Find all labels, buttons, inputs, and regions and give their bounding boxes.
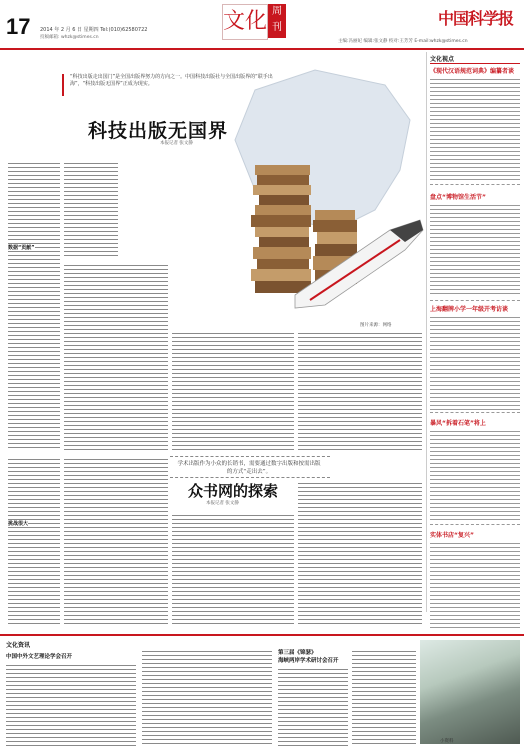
sidebar-text-4 bbox=[430, 428, 520, 520]
sidebar-headline-2[interactable]: 盘点“博物馆生活节” bbox=[430, 194, 486, 201]
bottom-photo-caption: 小资料 bbox=[440, 739, 454, 744]
china-map-train-illustration bbox=[215, 60, 425, 340]
page-number: 17 bbox=[6, 14, 31, 39]
bottom-section-rule bbox=[0, 634, 524, 636]
bottom-column-1 bbox=[6, 662, 136, 746]
bottom-column-4 bbox=[352, 648, 416, 746]
sidebar-divider bbox=[430, 300, 520, 301]
bottom-subheadline-2: 海峡两岸学术研讨会召开 bbox=[278, 658, 339, 664]
subheading-1: 数据“贡献” bbox=[8, 245, 35, 251]
article-column-1 bbox=[8, 160, 60, 450]
subheading-2: 挑战很大 bbox=[8, 521, 29, 527]
header-contact: 投稿邮箱: whzk@stimes.cn bbox=[40, 35, 99, 40]
header-credits: 主编:冯丽妃 编辑:张文静 校对:王芳芳 E-mail:whzk@stimes.cn bbox=[338, 39, 468, 44]
article-column-6 bbox=[172, 512, 294, 626]
photo-caption: 图片来源：网络 bbox=[360, 323, 392, 328]
sidebar-divider bbox=[430, 412, 520, 413]
sidebar-divider bbox=[430, 524, 520, 525]
bottom-column-3 bbox=[278, 666, 348, 746]
article-column-5 bbox=[298, 330, 422, 450]
bottom-headline-1[interactable]: 中国中外文艺理论学会召开 bbox=[6, 654, 73, 660]
newspaper-logo[interactable]: 中国科学报 bbox=[438, 9, 514, 28]
quote-bar bbox=[62, 74, 64, 96]
sidebar-text-3 bbox=[430, 314, 520, 410]
article-column-3 bbox=[64, 456, 168, 626]
sidebar-text-2 bbox=[430, 202, 520, 294]
byline: 本报记者 张文静 bbox=[160, 141, 193, 146]
section-subtitle: 周刊 bbox=[268, 4, 286, 38]
article-column-7 bbox=[298, 480, 422, 626]
lead-quote: “科技出版走出国门”是全国出版界努力的方向之一。中国科技出版社与全国出版界的“联手出海”，“科技出版无国界”正成为现实。 bbox=[70, 74, 273, 87]
sidebar-headline-4[interactable]: 暴风“拆着石笔”将上 bbox=[430, 420, 486, 427]
sidebar-headline-3[interactable]: 上海翻牌小学一年级开考访谈 bbox=[430, 306, 509, 313]
header-date: 2014 年 2 月 6 日 星期四 Tel:(010)62580722 bbox=[40, 27, 148, 33]
bottom-headline-2[interactable]: 第三届《锦瑟》 bbox=[278, 650, 317, 656]
bottom-category: 文化资讯 bbox=[6, 642, 31, 649]
secondary-byline: 本报记者 张文静 bbox=[206, 501, 239, 506]
sidebar-category: 文化视点 bbox=[430, 54, 520, 64]
sidebar-text-5 bbox=[430, 540, 520, 630]
article-column-2-top bbox=[64, 160, 118, 256]
pull-quote: 学术出版作为小众的长销书，需要通过数字出版和按需出版的方式“走出去”。 bbox=[177, 461, 321, 475]
article-column-2 bbox=[64, 262, 168, 452]
secondary-headline: 众书网的探索 bbox=[188, 482, 279, 500]
headline: 科技出版无国界 bbox=[88, 120, 229, 142]
section-title: 文化 bbox=[222, 4, 268, 40]
sidebar-divider bbox=[430, 184, 520, 185]
bottom-column-2 bbox=[142, 648, 272, 746]
article-column-4 bbox=[172, 330, 294, 452]
sidebar-text-1 bbox=[430, 76, 520, 180]
sidebar-headline-1[interactable]: 《现代汉语规范词典》编纂者谈 bbox=[430, 68, 515, 75]
article-column-1-bottom bbox=[8, 456, 60, 626]
bottom-photo bbox=[420, 640, 520, 744]
sidebar-headline-5[interactable]: 实体书店“复兴” bbox=[430, 532, 474, 539]
